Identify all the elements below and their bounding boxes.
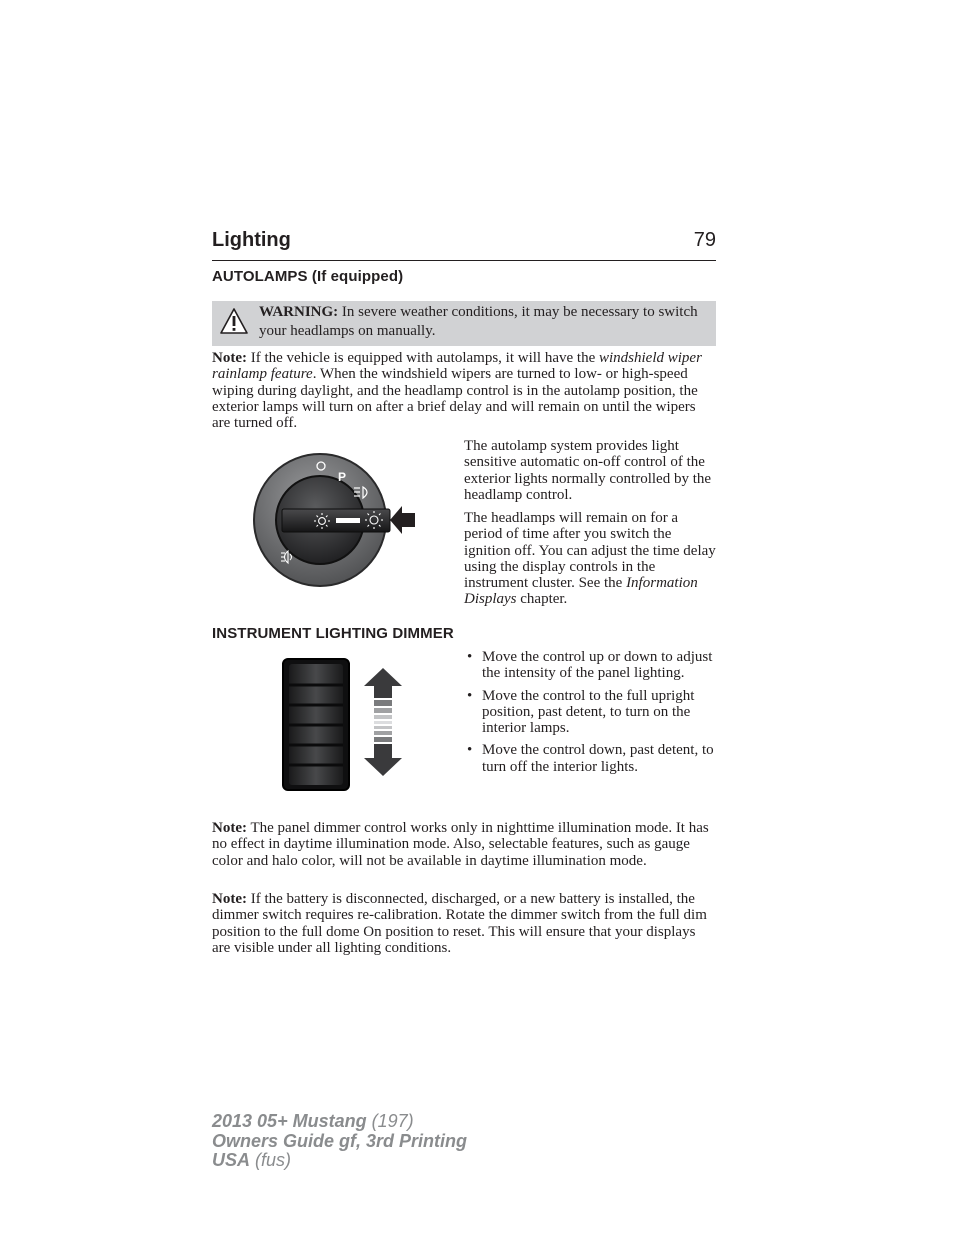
autolamp-note xyxy=(212,350,716,431)
warning-body: In severe weather conditions, it may be necessary to switch your headlamps on manually. xyxy=(259,304,698,339)
bullet-text: Move the control up or down to adjust the intensity of the panel lighting. xyxy=(482,649,713,682)
list-item xyxy=(464,742,716,775)
warning-text xyxy=(259,303,711,341)
note-label: Note: xyxy=(212,820,247,836)
footer-code: (197) xyxy=(371,1111,414,1131)
footer-line-2: Owners Guide gf, 3rd Printing xyxy=(212,1130,468,1151)
para-2-italic: Information Displays xyxy=(464,575,698,608)
note-text: If the battery is disconnected, discharged, or a new battery is installed, the dimmer switch requires re-calibration. Rotate the dimmer switch from the full dim position to the full dome On position to reset. This will ensure that your displays are visible under all lighting conditions. xyxy=(212,891,707,956)
page-title: Lighting xyxy=(212,229,291,251)
list-item xyxy=(464,688,716,737)
note-text: The panel dimmer control works only in nighttime illumination mode. It has no effect in daytime illumination mode. Also, selectable features, such as gauge color and halo color, will not be available in daytime illumination mode. xyxy=(212,820,709,869)
warning-box xyxy=(212,301,716,346)
knob-indicator xyxy=(336,518,360,523)
parking-label: P xyxy=(338,470,347,484)
dimmer-note-1 xyxy=(212,820,716,869)
bullet-dot: • xyxy=(467,649,473,665)
arrow-icon xyxy=(390,506,415,534)
list-item xyxy=(464,649,716,682)
autolamps-heading: AUTOLAMPS (If equipped) xyxy=(212,268,404,285)
autolamp-para-2 xyxy=(464,510,716,608)
footer-line-3 xyxy=(212,1151,467,1171)
bullet-dot: • xyxy=(467,742,473,759)
note-text-2: . When the windshield wipers are turned to low- or high-speed wiping during daylight, and the headlamp control is in the autolamp position, the exterior lamps will turn on after a brief delay and will remain on until the wipers are turned off. xyxy=(212,366,698,432)
headlamp-switch-figure xyxy=(250,450,420,590)
para-2-text: The headlamps will remain on for a period of time after you switch the ignition off. You can adjust the time delay using the display controls in the instrument cluster. See the xyxy=(464,510,716,592)
autolamp-para-1: The autolamp system provides light sensitive automatic on-off control of the exterior lights normally controlled by the headlamp control. xyxy=(464,438,712,503)
page-number: 79 xyxy=(693,229,716,251)
up-down-arrow-icon xyxy=(364,668,402,776)
bullet-text: Move the control down, past detent, to turn off the interior lights. xyxy=(482,742,714,775)
dimmer-note-2 xyxy=(212,891,716,956)
bullet-dot: • xyxy=(467,687,473,704)
footer-market: USA xyxy=(212,1150,251,1170)
footer-market-code: (fus) xyxy=(255,1150,292,1170)
warning-triangle-icon xyxy=(219,307,249,335)
bullet-text: Move the control to the full upright position, past detent, to turn on the interior lamps. xyxy=(482,687,695,737)
dimmer-bullet-list xyxy=(464,649,716,781)
footer-line-1 xyxy=(212,1112,467,1132)
note-label: Note: xyxy=(212,350,247,366)
note-label: Note: xyxy=(212,891,247,907)
para-2-tail: chapter. xyxy=(520,591,568,608)
page-footer xyxy=(212,1112,467,1171)
note-text: If the vehicle is equipped with autolamps, it will have the xyxy=(250,350,596,366)
dimmer-switch-figure xyxy=(280,656,405,794)
footer-model: 2013 05+ Mustang xyxy=(212,1111,367,1131)
dimmer-heading: INSTRUMENT LIGHTING DIMMER xyxy=(212,625,454,642)
warning-label: WARNING: xyxy=(259,304,339,320)
note-italic: windshield wiper rainlamp feature xyxy=(212,350,702,383)
